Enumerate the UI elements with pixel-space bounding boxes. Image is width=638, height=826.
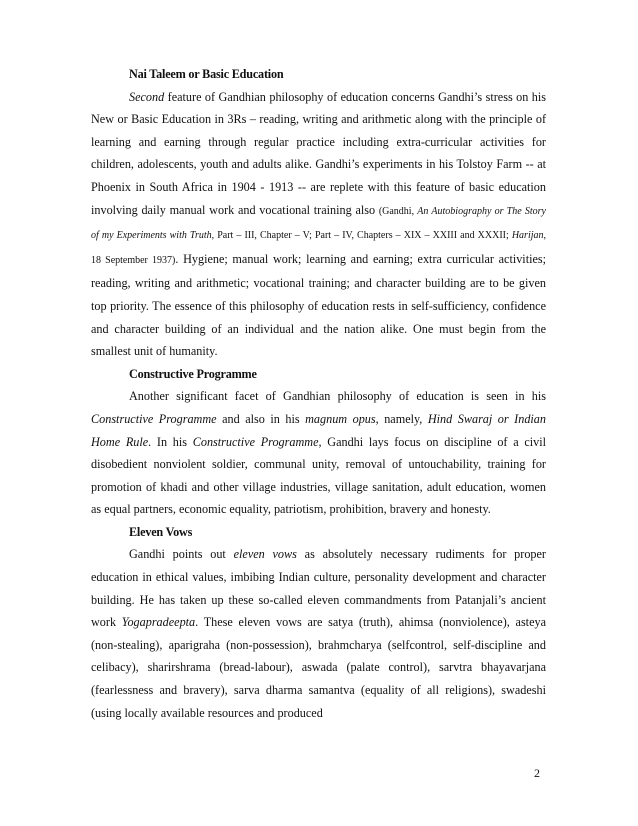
section-heading-basic-education: Nai Taleem or Basic Education [129,67,284,81]
paragraph-text: . Hygiene; manual work; learning and earning; extra curricular activities; reading, writing and arithmetic; vocational training; and character building are to be given top priority. The essence of this philosophy of education rests in self-sufficiency, confidence and character building of an individual and the nation alike. One must begin from the smallest unit of humanity. [91,251,547,359]
emphasis-second: Second [129,89,165,104]
paragraph-text: . In his [148,434,193,449]
document-page [91,63,546,724]
paragraph-text: as absolutely necessary rudiments for proper education in ethical values, imbibing Indian culture, personality development and character building. He has taken up these so-called eleven commandments from Patanjali’s ancient work [91,547,546,630]
paragraph-text: . These eleven vows are satya (truth), ahimsa (nonviolence), asteya (non-stealing), aparigraha (non-possession), brahmcharya (selfcontrol, self-discipline and celibacy), sharirshrama (bread-labour), aswada (palate control), sarvtra bhayavarjana (fearlessness and bravery), sarva dharma samantva (equality of all religions), swadeshi (using locally available resources and produced [91,615,546,720]
emphasis-eleven-vows: eleven vows [233,547,297,562]
citation-text: , Part – III, Chapter – V; Part – IV, Chapters – XIX – XXIII and XXXII; [211,230,512,242]
citation-title-autobiography: An Autobiography or The Story of my Experiments with Truth [91,205,546,242]
paragraph-text: feature of Gandhian philosophy of education concerns Gandhi’s stress on his New or Basic Education in 3Rs – reading, writing and arithmetic along with the principle of learning and earning through regular practice including extra-curricular activities for children, adolescents, youth and adults alike. Gandhi’s experiments in his Tolstoy Farm -- at Phoenix in South Africa in 1904 - 1913 -- are replete with this feature of basic education involving daily manual work and vocational training also [91,89,546,217]
paragraph-text: Gandhi points out [129,547,234,562]
citation-text: , 18 September 1937) [91,230,546,266]
citation-text: (Gandhi, [378,205,418,217]
emphasis-magnum-opus: magnum opus [305,411,376,426]
section-heading-eleven-vows: Eleven Vows [129,524,193,539]
paragraph-text: , Gandhi lays focus on discipline of a civil disobedient nonviolent soldier, communal unity, removal of untouchability, training for promotion of khadi and other village industries, village sanitation, adult education, women as equal partners, economic equality, patriotism, prohibition, bravery and honesty. [91,434,546,517]
citation-title-harijan: Harijan [511,230,544,242]
paragraph-basic-education [91,86,546,363]
emphasis-title: Constructive Programme [192,434,319,449]
paragraph-text: , namely, [375,411,428,426]
page-number: 2 [534,766,540,780]
paragraph-text: and also in his [216,411,306,426]
paragraph-constructive-programme [91,385,546,521]
section-heading-constructive-programme: Constructive Programme [129,366,257,381]
emphasis-title: Constructive Programme [91,411,217,426]
emphasis-title: Hind Swaraj or Indian Home Rule [91,411,546,449]
emphasis-title: Yogapradeepta [121,615,196,630]
paragraph-eleven-vows [91,543,546,724]
paragraph-text: Another significant facet of Gandhian philosophy of education is seen in his [129,389,546,404]
